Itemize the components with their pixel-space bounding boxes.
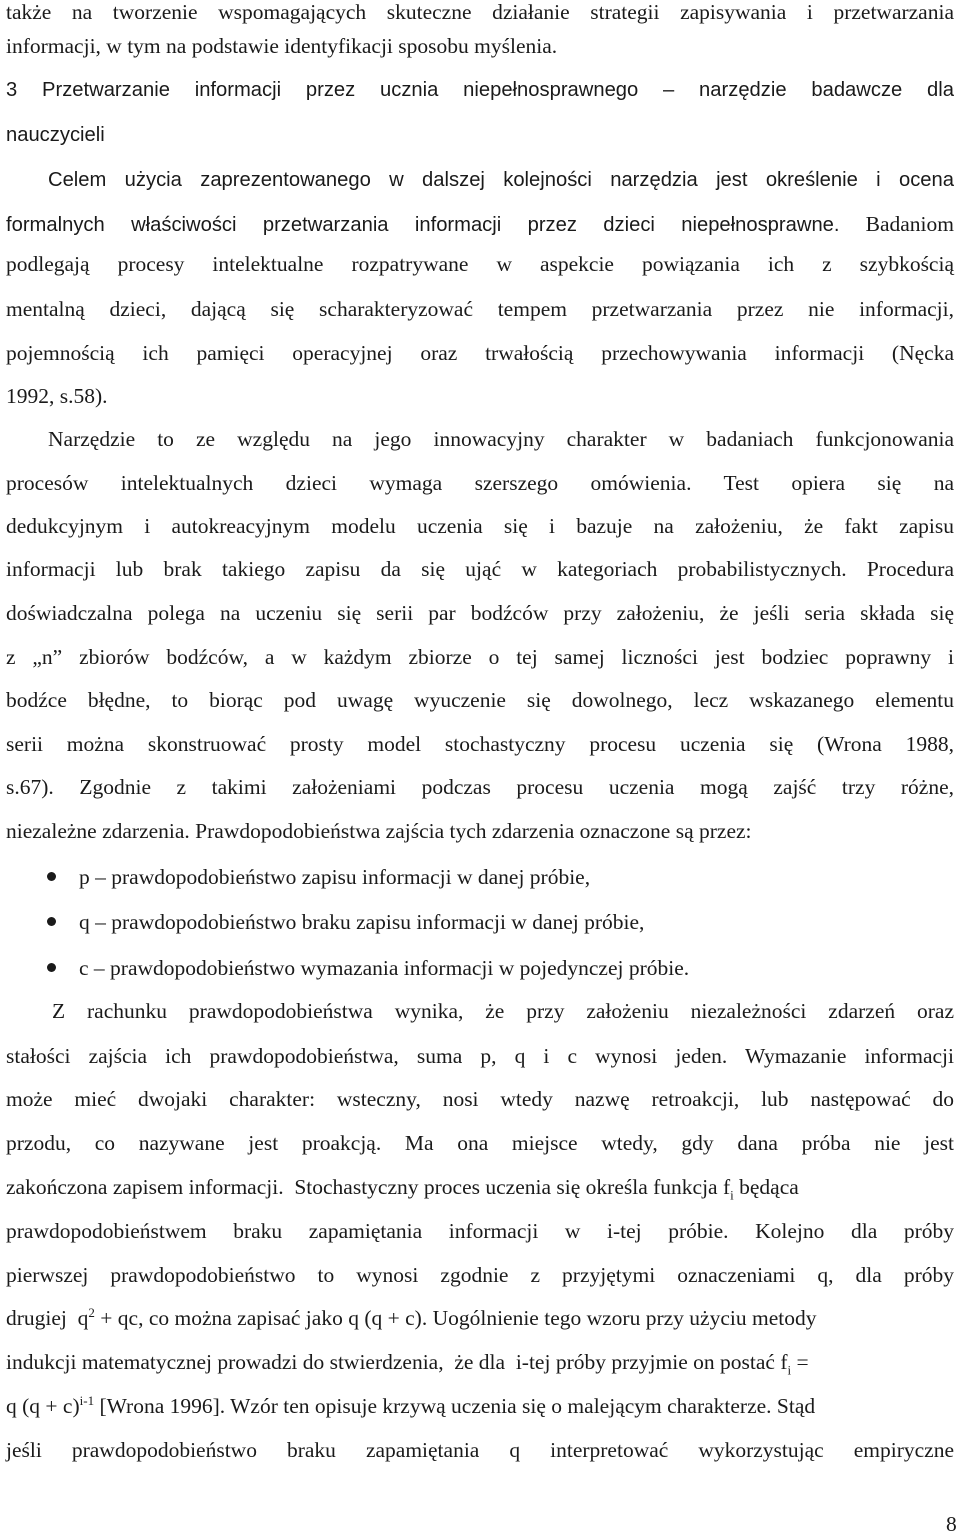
list-item: q – prawdopodobieństwo braku zapisu informacji w danej próbie, <box>79 910 645 934</box>
text-span: zakończona zapisem informacji. Stochastyczny proces uczenia się określa funkcja f <box>6 1175 731 1199</box>
paragraph-line: mentalną dzieci, dającą się scharakteryzować tempem przetwarzania przez nie informacji, <box>6 297 954 321</box>
paragraph-line: procesów intelektualnych dzieci wymaga szerszego omówienia. Test opiera się na <box>6 471 954 495</box>
paragraph-line: jeśli prawdopodobieństwo braku zapamiętania q interpretować wykorzystując empiryczne <box>6 1438 954 1462</box>
section-heading: nauczycieli <box>6 124 105 146</box>
list-item: p – prawdopodobieństwo zapisu informacji w danej próbie, <box>79 865 591 889</box>
text-span: Badaniom <box>839 212 954 236</box>
paragraph-line <box>6 1304 954 1332</box>
paragraph-line: 1992, s.58). <box>6 384 108 408</box>
superscript: 2 <box>88 1304 95 1320</box>
paragraph-line <box>6 1392 954 1420</box>
page-number: 8 <box>946 1512 957 1536</box>
paragraph-line: niezależne zdarzenia. Prawdopodobieństwa zajścia tych zdarzenia oznaczone są przez: <box>6 819 752 843</box>
paragraph-line <box>6 210 954 239</box>
text-span: indukcji matematycznej prowadzi do stwierdzenia, że dla i-tej próby przyjmie on postać f <box>6 1350 788 1374</box>
document-page <box>6 0 957 1537</box>
text-span: = <box>791 1350 809 1374</box>
list-item: c – prawdopodobieństwo wymazania informacji w pojedynczej próbie. <box>79 956 690 980</box>
paragraph-line: Celem użycia zaprezentowanego w dalszej kolejności narzędzia jest określenie i ocena <box>48 169 954 191</box>
bullet-icon <box>47 917 56 926</box>
paragraph-line: bodźce błędne, to biorąc pod uwagę wyuczenie się dowolnego, lecz wskazanego elementu <box>6 688 954 712</box>
text-span: drugiej q <box>6 1306 89 1330</box>
text-line: także na tworzenie wspomagających skuteczne działanie strategii zapisywania i przetwarzania <box>6 0 954 24</box>
paragraph-line: doświadczalna polega na uczeniu się serii par bodźców przy założeniu, że jeśli seria składa się <box>6 601 954 625</box>
paragraph-line: przodu, co nazywane jest proakcją. Ma ona miejsce wtedy, gdy dana próba nie jest <box>6 1131 954 1155</box>
paragraph-line: serii można skonstruować prosty model stochastyczny procesu uczenia się (Wrona 1988, <box>6 732 954 756</box>
text-span: będąca <box>733 1175 799 1199</box>
paragraph-line: informacji lub brak takiego zapisu da się ująć w kategoriach probabilistycznych. Procedura <box>6 557 954 581</box>
paragraph-line: podlegają procesy intelektualne rozpatrywane w aspekcie powiązania ich z szybkością <box>6 252 954 276</box>
paragraph-line: s.67). Zgodnie z takimi założeniami podczas procesu uczenia mogą zajść trzy różne, <box>6 775 954 799</box>
paragraph-line <box>6 1348 954 1376</box>
bullet-icon <box>47 872 56 881</box>
text-span: [Wrona 1996]. Wzór ten opisuje krzywą uczenia się o malejącym charakterze. Stąd <box>94 1394 816 1418</box>
superscript: i-1 <box>79 1392 95 1408</box>
paragraph-line: prawdopodobieństwem braku zapamiętania informacji w i-tej próbie. Kolejno dla próby <box>6 1219 954 1243</box>
text-line: informacji, w tym na podstawie identyfikacji sposobu myślenia. <box>6 34 558 58</box>
text-span: + qc, co można zapisać jako q (q + c). Uogólnienie tego wzoru przy użyciu metody <box>94 1306 817 1330</box>
paragraph-line: Z rachunku prawdopodobieństwa wynika, że przy założeniu niezależności zdarzeń oraz <box>52 999 954 1023</box>
paragraph-line: pierwszej prawdopodobieństwo to wynosi zgodnie z przyjętymi oznaczeniami q, dla próby <box>6 1263 954 1287</box>
text-span: formalnych właściwości przetwarzania informacji przez dzieci niepełnosprawne. <box>6 214 840 236</box>
bullet-icon <box>47 963 56 972</box>
paragraph-line: dedukcyjnym i autokreacyjnym modelu uczenia się i bazuje na założeniu, że fakt zapisu <box>6 514 954 538</box>
paragraph-line <box>6 1173 954 1201</box>
section-heading: 3 Przetwarzanie informacji przez ucznia niepełnosprawnego – narzędzie badawcze dla <box>6 79 954 101</box>
paragraph-line: może mieć dwojaki charakter: wsteczny, nosi wtedy nazwę retroakcji, lub następować do <box>6 1087 954 1111</box>
paragraph-line: pojemnością ich pamięci operacyjnej oraz trwałością przechowywania informacji (Nęcka <box>6 341 954 365</box>
paragraph-line: stałości zajścia ich prawdopodobieństwa, suma p, q i c wynosi jeden. Wymazanie informacji <box>6 1044 954 1068</box>
subscript: i <box>787 1362 792 1378</box>
paragraph-line: z „n” zbiorów bodźców, a w każdym zbiorze o tej samej liczności jest bodziec poprawny i <box>6 645 954 669</box>
paragraph-line: Narzędzie to ze względu na jego innowacyjny charakter w badaniach funkcjonowania <box>48 427 954 451</box>
text-span: q (q + c) <box>6 1394 80 1418</box>
subscript: i <box>730 1187 734 1203</box>
